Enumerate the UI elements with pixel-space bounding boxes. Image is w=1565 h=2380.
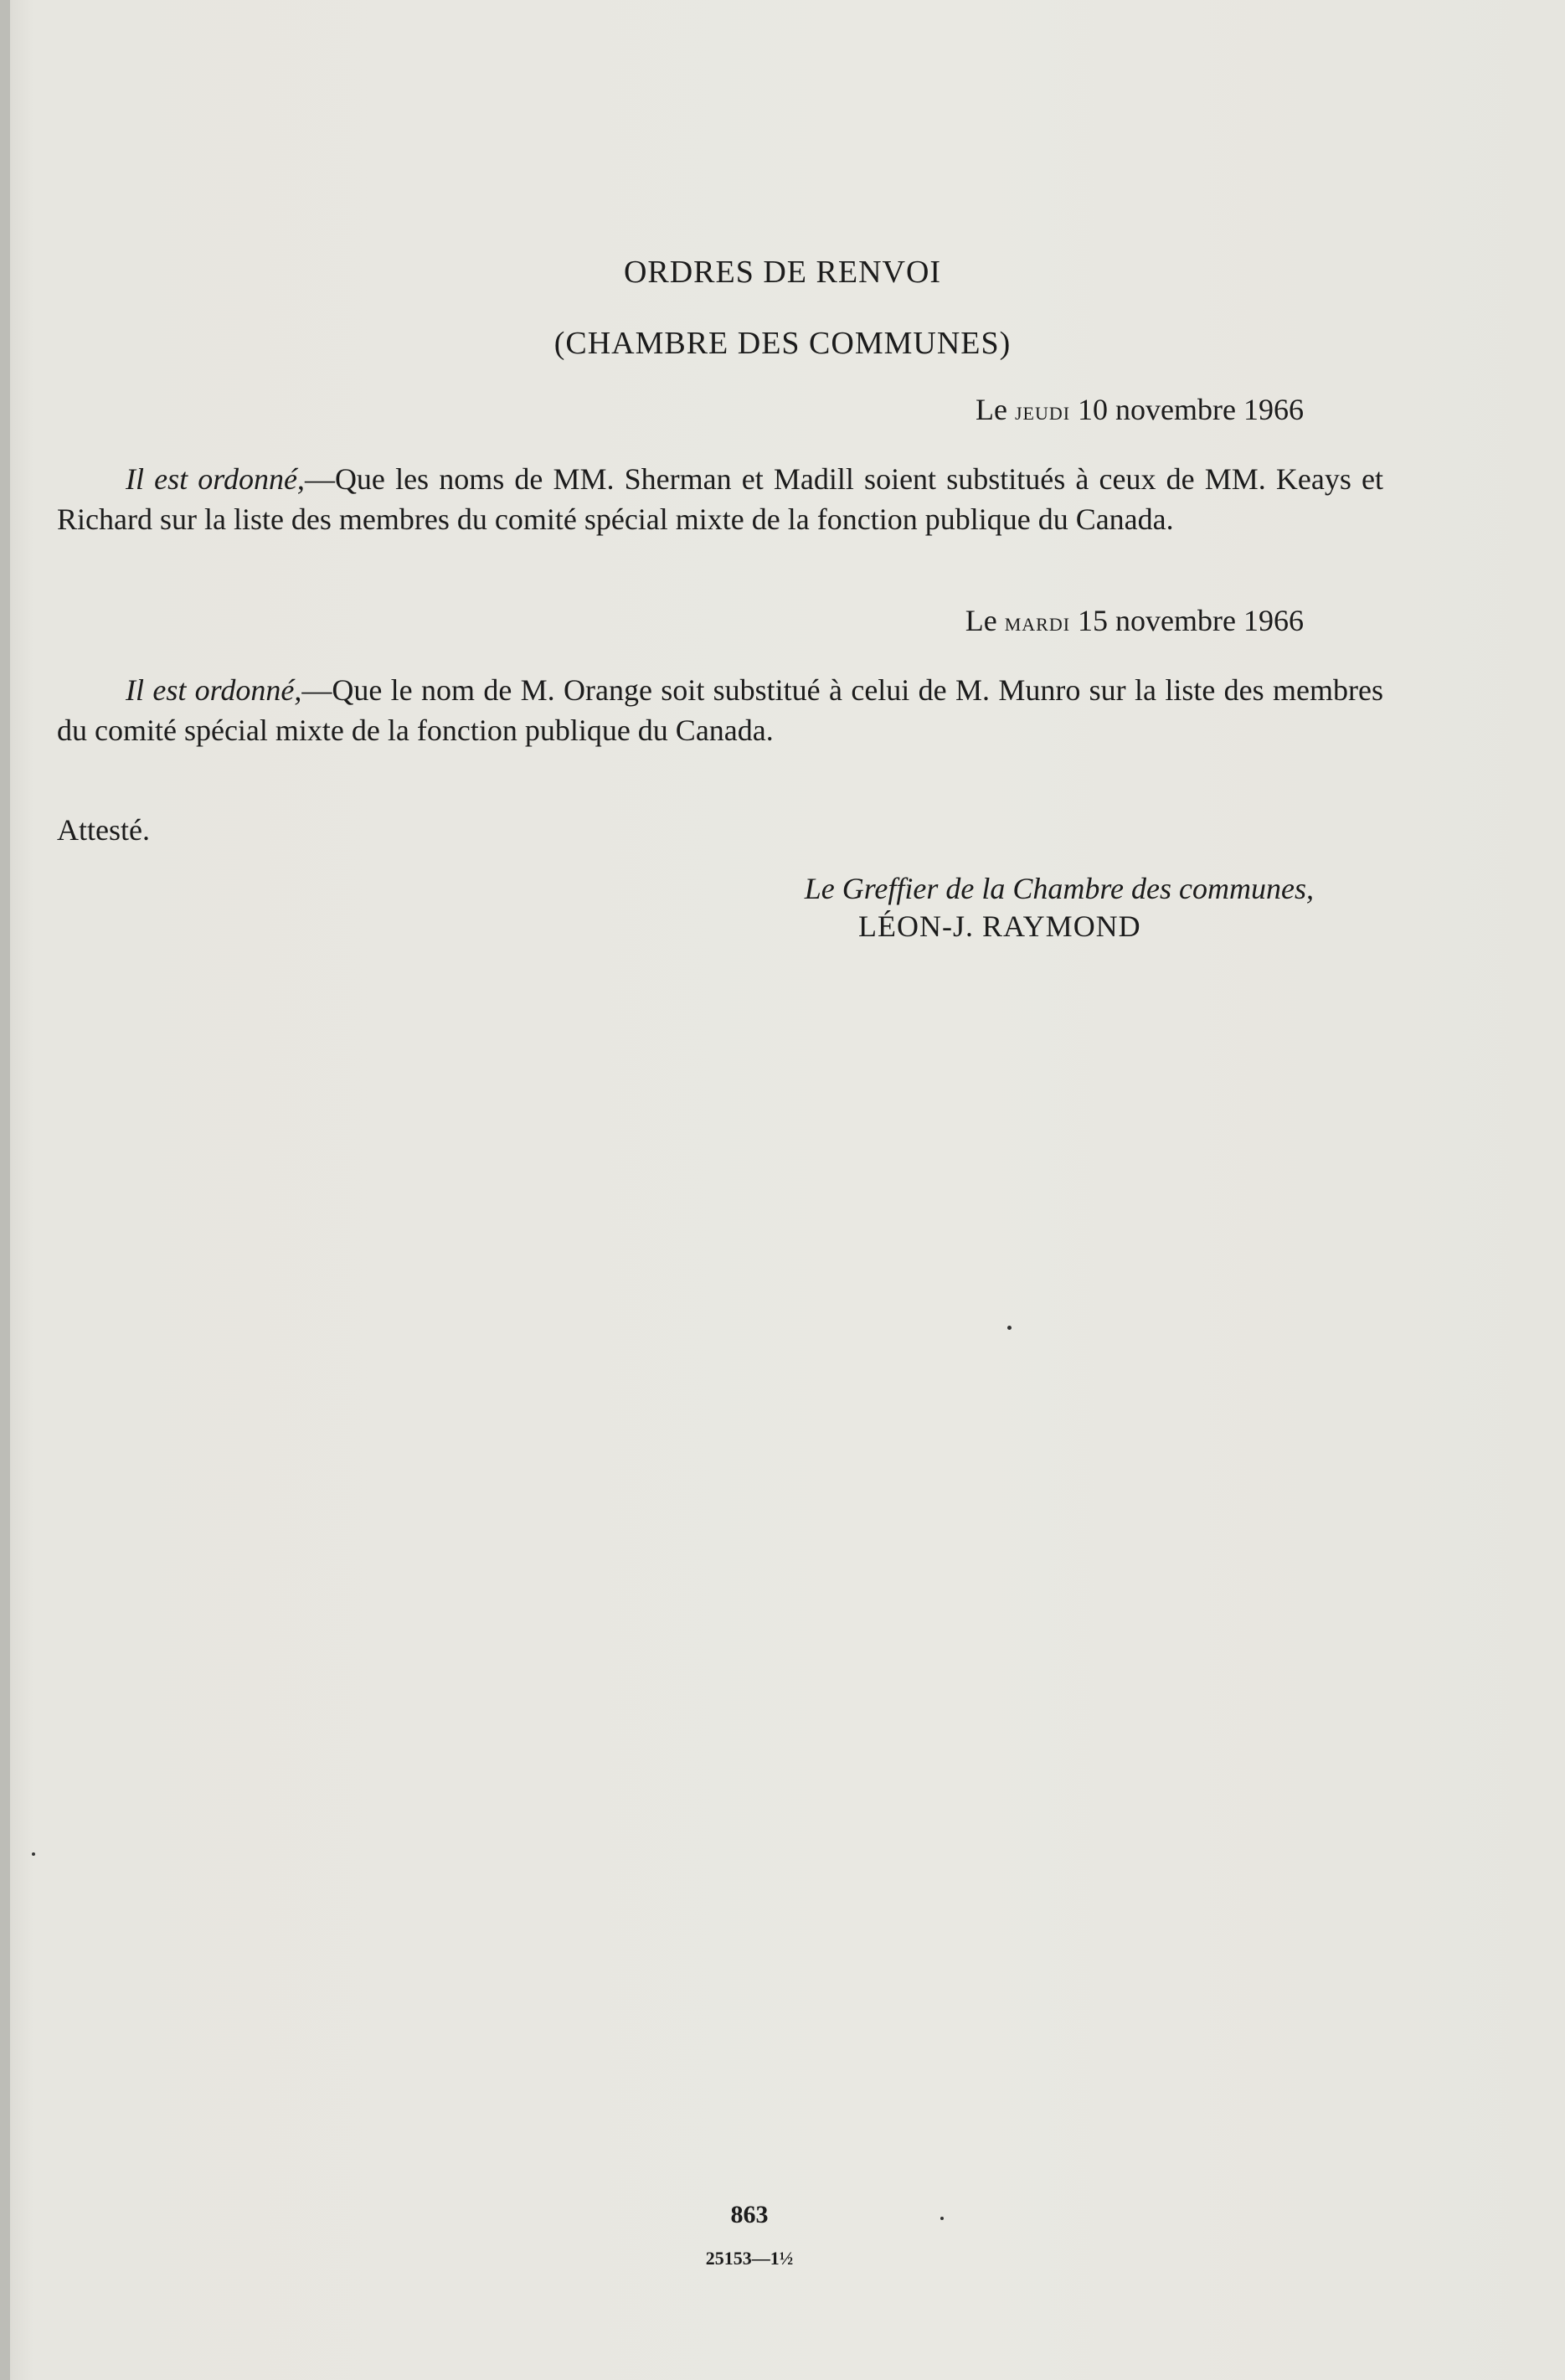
order-body: —Que les noms de MM. Sherman et Madill soient substitués à ceux de MM. Keays et Richard sur la liste des membres du comité spécial mixte de la fonction publique du Canada. xyxy=(57,462,1383,536)
order-date-1 xyxy=(976,392,1304,427)
clerk-name: LÉON-J. RAYMOND xyxy=(858,909,1141,943)
order-date-prefix: Le xyxy=(975,393,1007,426)
order-date-rest: 10 novembre 1966 xyxy=(1078,393,1304,426)
ink-speck xyxy=(32,1852,35,1856)
order-weekday: jeudi xyxy=(1014,395,1071,425)
ink-speck xyxy=(940,2217,944,2220)
order-body: —Que le nom de M. Orange soit substitué à celui de M. Munro sur la liste des membres du comité spécial mixte de la fonction publique du Canada. xyxy=(57,673,1383,747)
print-code: 25153—1½ xyxy=(705,2248,794,2269)
order-weekday: mardi xyxy=(1004,606,1071,636)
order-lead: Il est ordonné, xyxy=(126,462,305,496)
ink-speck xyxy=(1007,1326,1012,1330)
order-date-2 xyxy=(965,603,1304,638)
clerk-title: Le Greffier de la Chambre des communes, xyxy=(804,872,1314,905)
document-subtitle: (CHAMBRE DES COMMUNES) xyxy=(553,326,1012,361)
attestation-label: Attesté. xyxy=(57,813,150,847)
order-lead: Il est ordonné, xyxy=(126,673,302,707)
order-date-prefix: Le xyxy=(965,604,997,637)
order-paragraph-1 xyxy=(57,459,1383,539)
order-paragraph-2 xyxy=(57,670,1383,750)
page-number: 863 xyxy=(730,2201,769,2228)
order-date-rest: 15 novembre 1966 xyxy=(1078,604,1304,637)
document-title: ORDRES DE RENVOI xyxy=(623,255,942,290)
